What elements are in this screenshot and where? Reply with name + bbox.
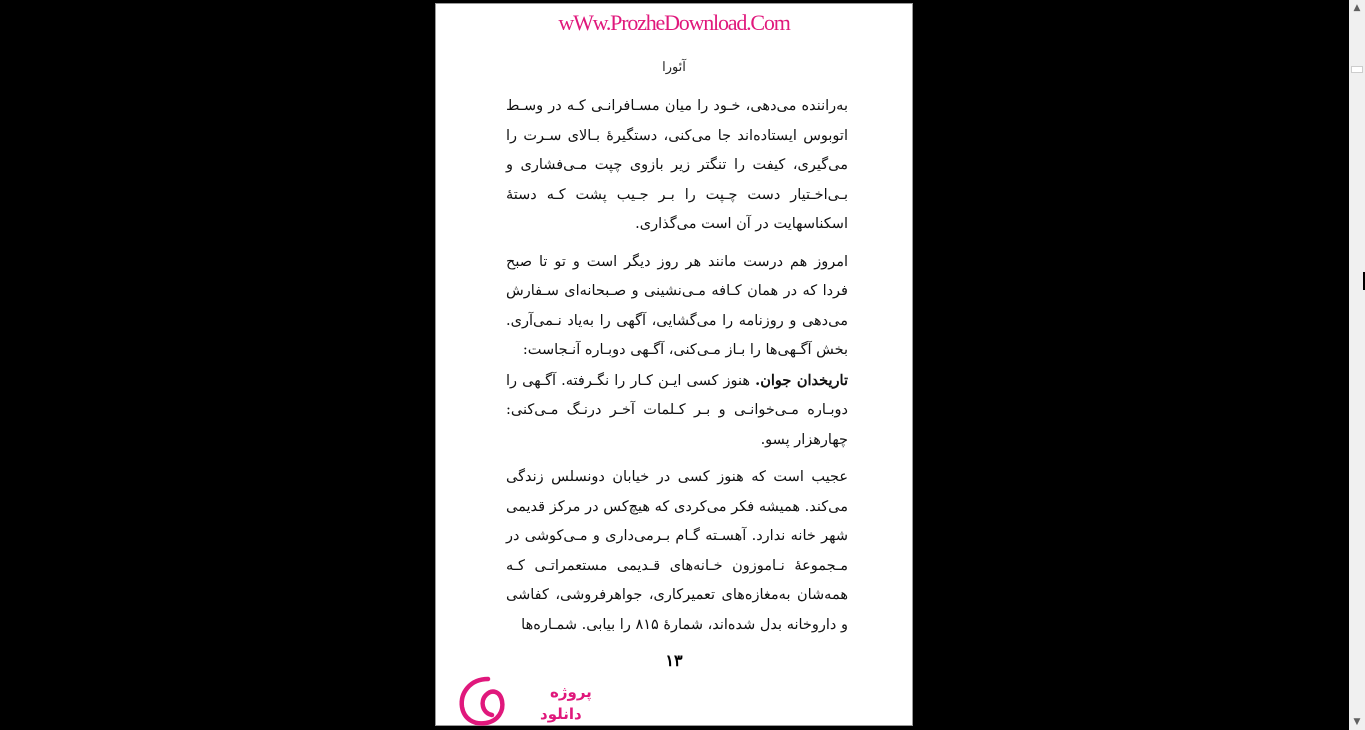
prozhe-download-logo bbox=[458, 675, 592, 727]
paragraph-3: عجیب است که هنوز کسی در خیابان دونسلس زندگی می‌کند. همیشه فکر می‌کردی که هیچ‌کس در مرکز قدیمی شهر خانه ندارد. آهسـته گـام بـرمی‌داری و مـی‌کوشی در مـجموعهٔ نـاموزون خـانه‌های قـدیمی مستعمراتـی کـه همه‌شان به‌مغازه‌های تعمیرکاری، جواهرفروشی، کفاشی و داروخانه بدل شده‌اند، شمارهٔ ۸۱۵ را بیابی. شمـاره‌ها bbox=[506, 469, 848, 633]
running-head: آئورا bbox=[662, 60, 686, 75]
scroll-down-arrow-icon[interactable]: ▼ bbox=[1353, 717, 1361, 727]
logo-text-line1: پروژه bbox=[550, 683, 592, 701]
body-text bbox=[506, 92, 848, 648]
ad-paragraph bbox=[506, 366, 848, 456]
ad-bold-title: تاریخدان جوان. bbox=[755, 371, 848, 389]
ad-text: هنوز کسی ایـن کـار را نگـرفته. آگـهی را دوبـاره مـی‌خوانـی و بـر کـلمات آخـر درنـگ مـی‌کنی: چهارهزار پسو. bbox=[506, 372, 848, 448]
watermark-url: wWw.ProzheDownload.Com bbox=[558, 10, 790, 35]
vertical-scrollbar[interactable] bbox=[1349, 0, 1365, 730]
paragraph-2-text: امروز هم درست مانند هر روز دیگر است و تو تا صبح فردا که در همان کـافه مـی‌نشینی و صـبحانه‌ای سـفارش می‌دهی و روزنامه را می‌گشایی، آگهی را به‌یاد نـمی‌آری. بخش آگـهی‌ها را بـاز مـی‌کنی، آگـهی دوبـاره آنـجاست: bbox=[506, 253, 848, 358]
paragraph-1: به‌راننده می‌دهی، خـود را میان مسـافرانـی کـه در وسـط اتوبوس ایستاده‌اند جا می‌کنی، دستگیرهٔ بـالای سـرت را می‌گیری، کیفت را تنگتر زیر بازوی چپت مـی‌فشاری و بـی‌اخـتیار دست چـپت را بـر جـیب پشت کـه دستهٔ اسکناسهایت در آن است می‌گذاری. bbox=[506, 98, 848, 232]
document-page bbox=[435, 3, 913, 726]
logo-text-line2: دانلود bbox=[540, 705, 582, 723]
scrollbar-thumb[interactable] bbox=[1351, 66, 1363, 73]
page-number: ۱۳ bbox=[665, 651, 683, 670]
scroll-up-arrow-icon[interactable]: ▲ bbox=[1353, 3, 1361, 13]
paragraph-2 bbox=[506, 248, 848, 366]
